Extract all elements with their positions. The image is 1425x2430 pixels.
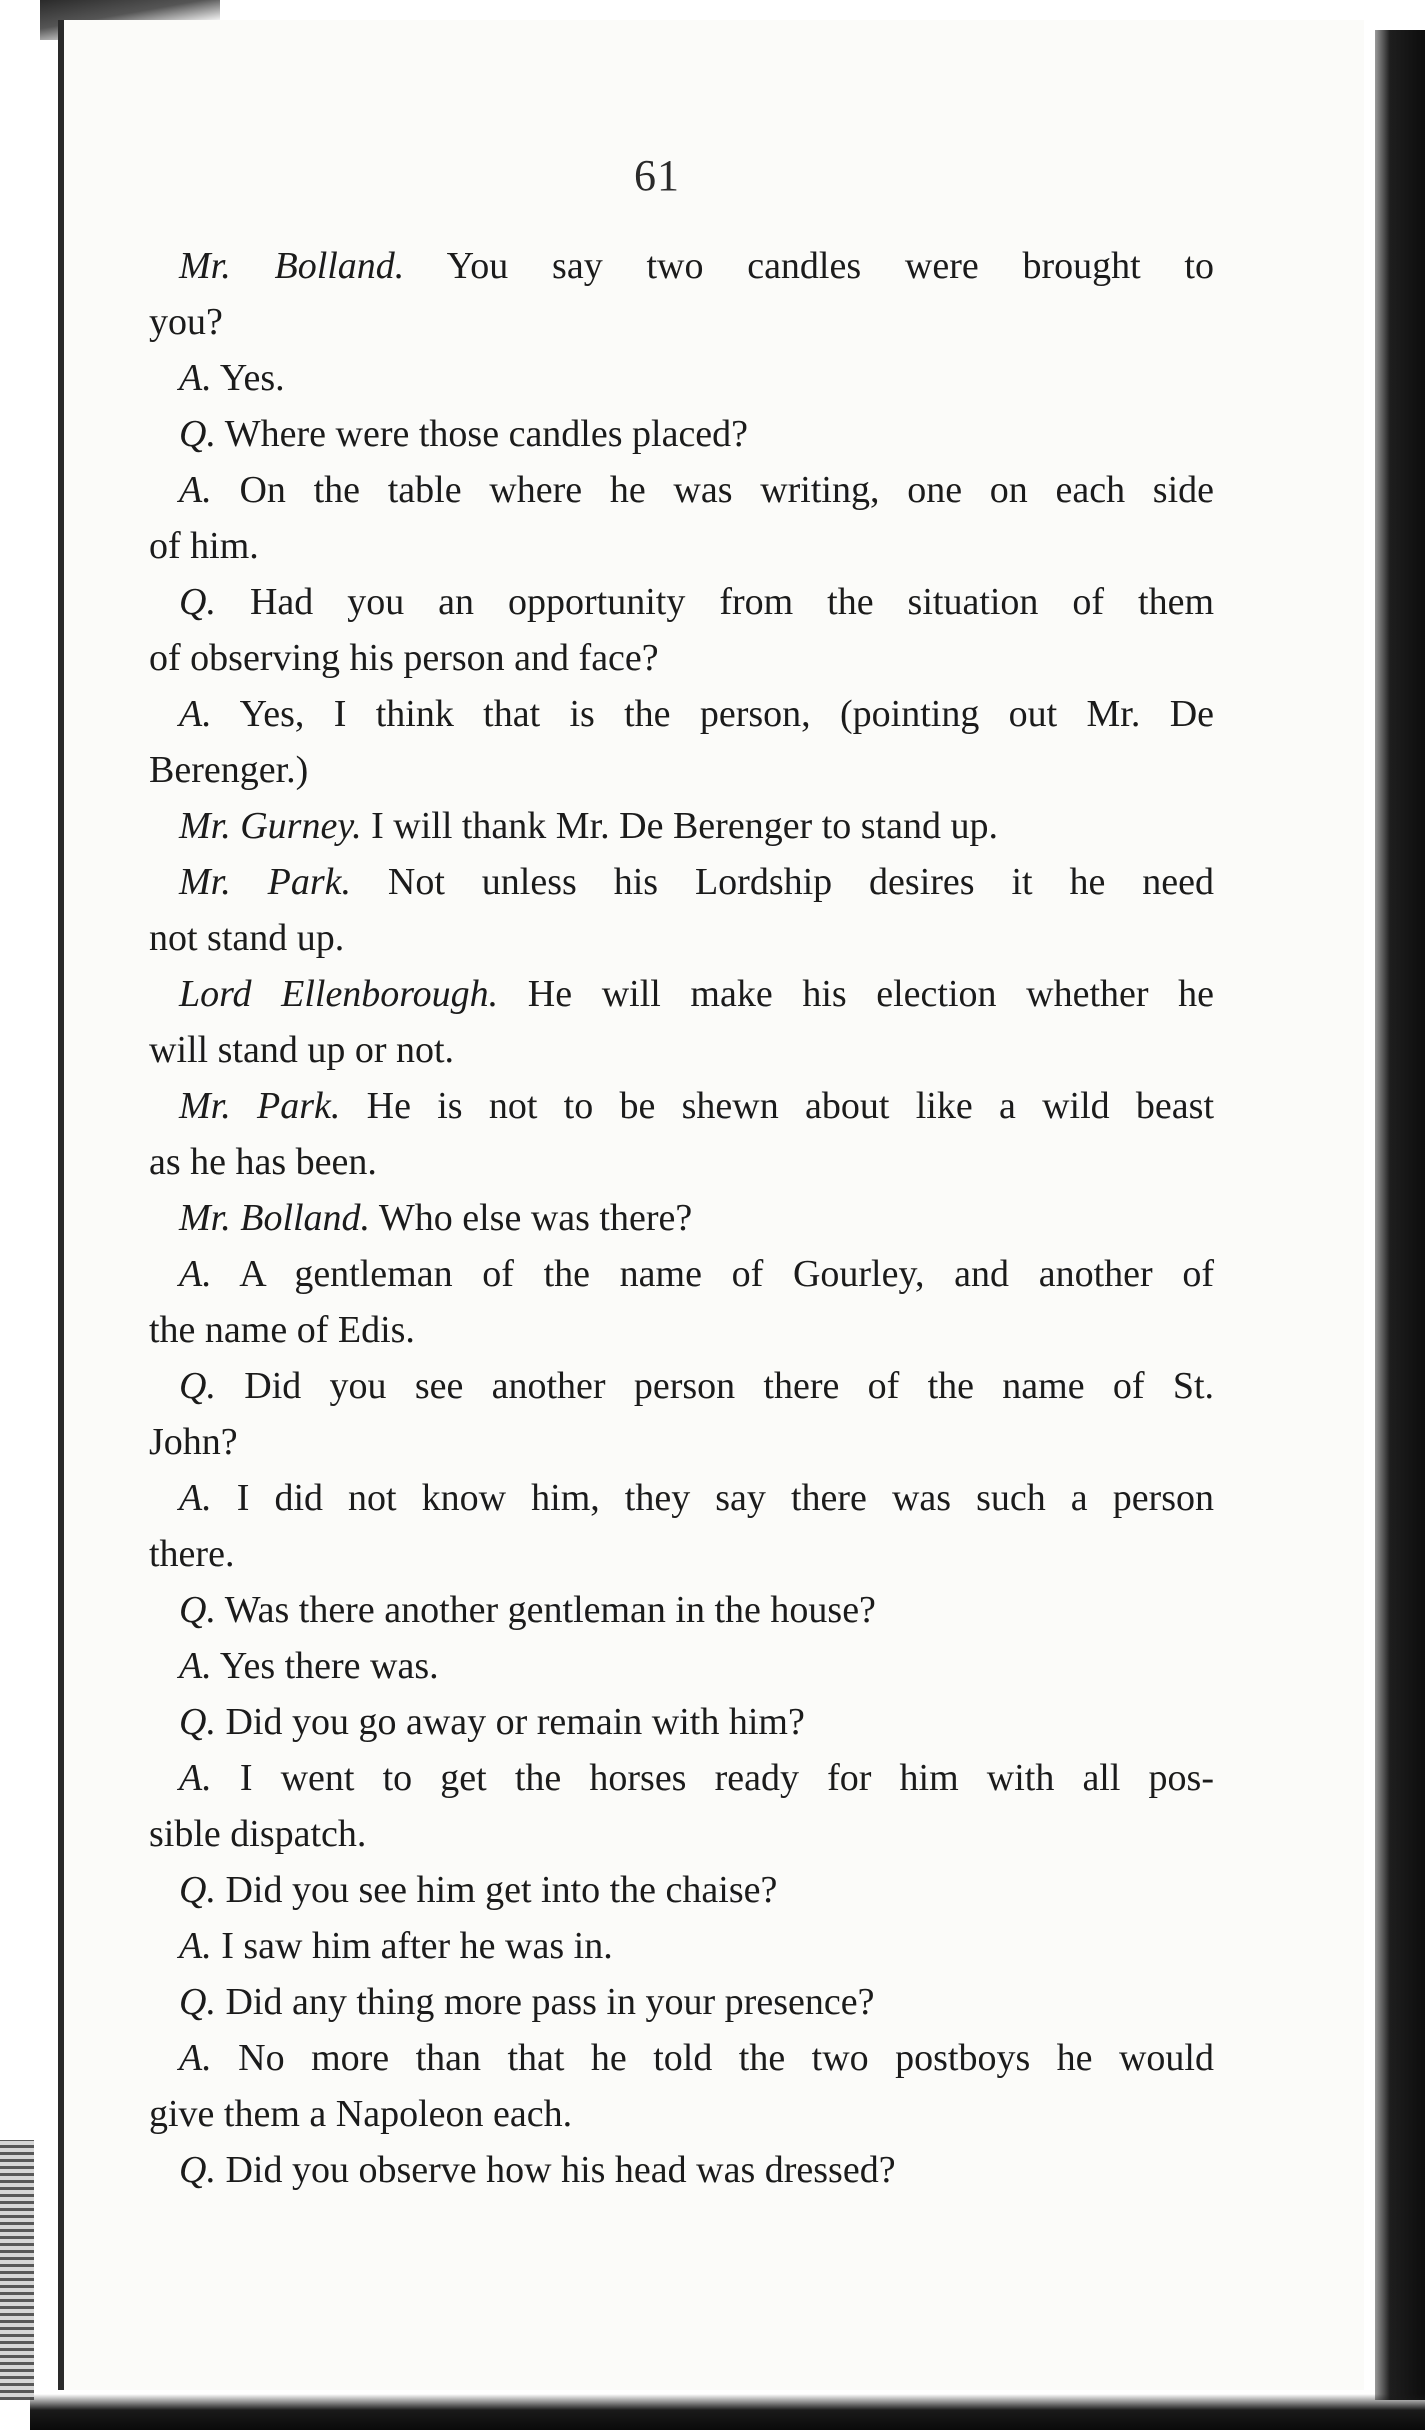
text-line [149, 238, 1214, 294]
text-line [149, 406, 1214, 462]
speaker-label: Mr. Park. [179, 861, 351, 903]
text-line [149, 854, 1214, 910]
line-text: A gentleman of the name of Gourley, and another of [239, 1253, 1214, 1295]
line-text: You say two candles were brought to [446, 245, 1214, 287]
line-text: Did any thing more pass in your presence? [225, 1981, 875, 2023]
speaker-label: Q. [179, 2149, 216, 2191]
text-line [149, 1918, 1214, 1974]
page-right-edge [1375, 30, 1425, 2400]
page-bottom-edge [30, 2394, 1425, 2430]
line-text: not stand up. [149, 917, 345, 959]
book-page [58, 20, 1364, 2390]
line-text: Berenger.) [149, 749, 309, 791]
line-text: I will thank Mr. De Berenger to stand up. [371, 805, 998, 847]
line-text: Did you go away or remain with him? [225, 1701, 805, 1743]
line-text: give them a Napoleon each. [149, 2093, 573, 2135]
line-text: Where were those candles placed? [224, 413, 749, 455]
text-line [149, 1526, 1214, 1582]
text-line [149, 1078, 1214, 1134]
text-line [149, 1694, 1214, 1750]
text-line [149, 2086, 1214, 2142]
text-line [149, 1862, 1214, 1918]
text-line [149, 1750, 1214, 1806]
text-line [149, 1022, 1214, 1078]
transcript-text [149, 238, 1214, 2198]
line-text: I did not know him, they say there was such a person [236, 1477, 1214, 1519]
text-line [149, 1302, 1214, 1358]
speaker-label: Q. [179, 1869, 216, 1911]
line-text: I went to get the horses ready for him with all pos- [239, 1757, 1214, 1799]
text-line [149, 798, 1214, 854]
page-number: 61 [634, 151, 680, 200]
speaker-label: A. [179, 1253, 212, 1295]
text-line [149, 1638, 1214, 1694]
text-line [149, 1470, 1214, 1526]
line-text: you? [149, 301, 223, 343]
text-line [149, 630, 1214, 686]
speaker-label: Q. [179, 1365, 216, 1407]
text-line [149, 1190, 1214, 1246]
speaker-label: Q. [179, 1589, 216, 1631]
line-text: He will make his election whether he [527, 973, 1214, 1015]
speaker-label: Q. [179, 581, 216, 623]
speaker-label: A. [179, 1925, 212, 1967]
speaker-label: A. [179, 469, 212, 511]
speaker-label: Mr. Bolland. [179, 245, 405, 287]
text-line [149, 742, 1214, 798]
line-text: Yes there was. [219, 1645, 439, 1687]
speaker-label: A. [179, 1477, 212, 1519]
line-text: Yes, I think that is the person, (pointing out Mr. De [239, 693, 1214, 735]
line-text: Yes. [219, 357, 285, 399]
speaker-label: A. [179, 1645, 212, 1687]
line-text: Did you observe how his head was dressed? [225, 2149, 896, 2191]
line-text: of observing his person and face? [149, 637, 659, 679]
binding-margin [0, 2140, 34, 2400]
speaker-label: Q. [179, 1701, 216, 1743]
line-text: as he has been. [149, 1141, 377, 1183]
line-text: On the table where he was writing, one on each side [239, 469, 1215, 511]
line-text: Not unless his Lordship desires it he need [387, 861, 1214, 903]
line-text: sible dispatch. [149, 1813, 367, 1855]
speaker-label: Mr. Park. [179, 1085, 341, 1127]
text-line [149, 1974, 1214, 2030]
line-text: Was there another gentleman in the house? [224, 1589, 876, 1631]
text-line [149, 1806, 1214, 1862]
text-line [149, 518, 1214, 574]
line-text: Who else was there? [378, 1197, 693, 1239]
text-line [149, 1358, 1214, 1414]
speaker-label: A. [179, 357, 212, 399]
text-line [149, 2142, 1214, 2198]
line-text: Did you see him get into the chaise? [225, 1869, 778, 1911]
text-line [149, 966, 1214, 1022]
text-line [149, 462, 1214, 518]
text-line [149, 910, 1214, 966]
line-text: He is not to be shewn about like a wild beast [366, 1085, 1215, 1127]
text-line [149, 1582, 1214, 1638]
line-text: Did you see another person there of the name of St. [244, 1365, 1215, 1407]
speaker-label: Mr. Bolland. [179, 1197, 371, 1239]
text-line [149, 1134, 1214, 1190]
speaker-label: Q. [179, 413, 216, 455]
line-text: the name of Edis. [149, 1309, 415, 1351]
speaker-label: Mr. Gurney. [179, 805, 362, 847]
speaker-label: Lord Ellenborough. [179, 973, 499, 1015]
text-line [149, 1246, 1214, 1302]
line-text: No more than that he told the two postboys he would [238, 2037, 1214, 2079]
speaker-label: Q. [179, 1981, 216, 2023]
speaker-label: A. [179, 2037, 212, 2079]
text-line [149, 1414, 1214, 1470]
line-text: Had you an opportunity from the situation of them [249, 581, 1215, 623]
line-text: will stand up or not. [149, 1029, 455, 1071]
text-line [149, 574, 1214, 630]
speaker-label: A. [179, 693, 212, 735]
line-text: John? [149, 1421, 238, 1463]
text-line [149, 350, 1214, 406]
text-line [149, 294, 1214, 350]
line-text: there. [149, 1533, 235, 1575]
speaker-label: A. [179, 1757, 212, 1799]
line-text: of him. [149, 525, 259, 567]
line-text: I saw him after he was in. [221, 1925, 613, 1967]
text-line [149, 686, 1214, 742]
text-line [149, 2030, 1214, 2086]
